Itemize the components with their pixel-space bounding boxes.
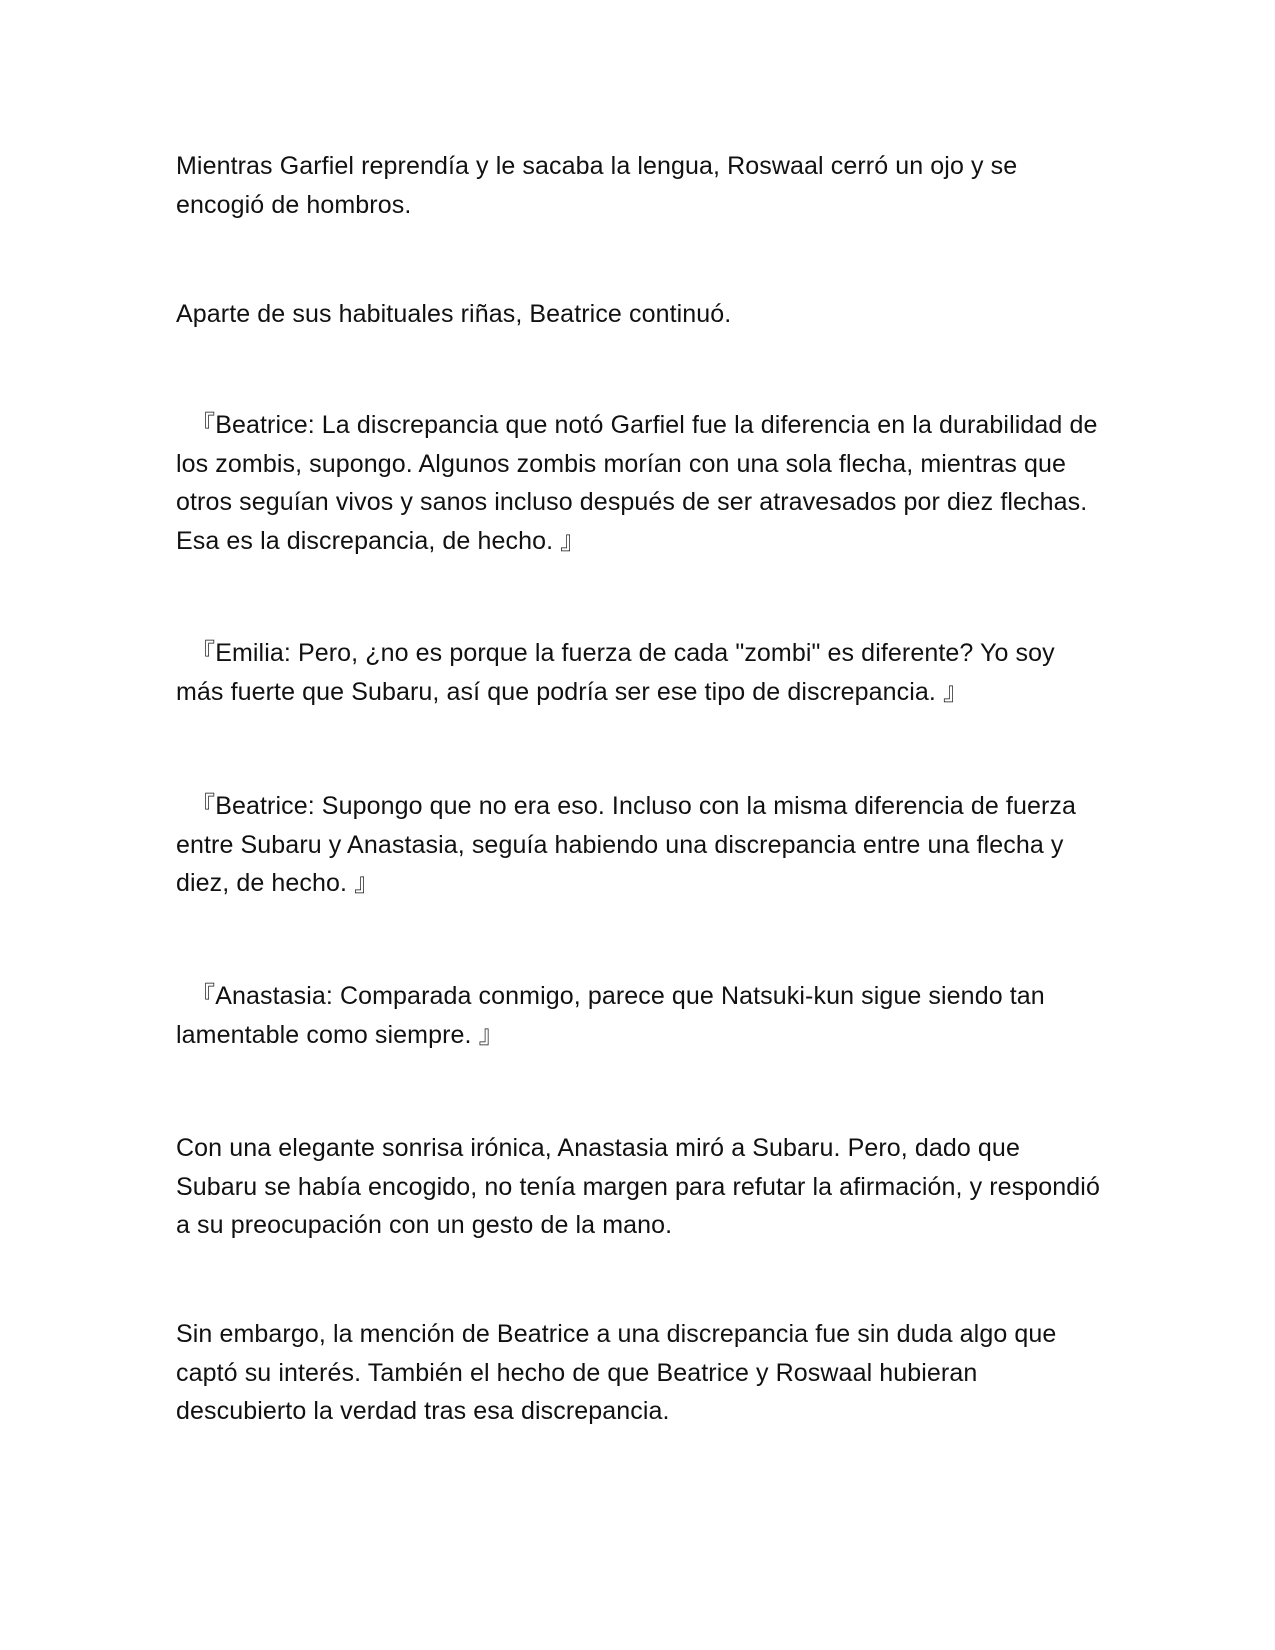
dialogue-paragraph-anastasia: 『Anastasia: Comparada conmigo, parece que Natsuki-kun sigue siendo tan lamentable como siempre. 』: [176, 982, 1045, 1049]
dialogue-paragraph-beatrice: 『Beatrice: La discrepancia que notó Garfiel fue la diferencia en la durabilidad de los zombis, supongo. Algunos zombis morían con una sola flecha, mientras que otros seguían vivos y sanos incluso después de ser atravesados por diez flechas. Esa es la discrepancia, de hecho. 』: [176, 411, 1098, 555]
dialogue-paragraph-beatrice: 『Beatrice: Supongo que no era eso. Incluso con la misma diferencia de fuerza entre Subaru y Anastasia, seguía habiendo una discrepancia entre una flecha y diez, de hecho. 』: [176, 792, 1076, 897]
narration-paragraph: Aparte de sus habituales riñas, Beatrice continuó.: [176, 300, 732, 328]
dialogue-paragraph-emilia: 『Emilia: Pero, ¿no es porque la fuerza de cada "zombi" es diferente? Yo soy más fuerte que Subaru, así que podría ser ese tipo de discrepancia. 』: [176, 639, 1055, 706]
narration-paragraph: Mientras Garfiel reprendía y le sacaba la lengua, Roswaal cerró un ojo y se encogió de hombros.: [176, 152, 1018, 219]
narration-paragraph: Con una elegante sonrisa irónica, Anastasia miró a Subaru. Pero, dado que Subaru se había encogido, no tenía margen para refutar la afirmación, y respondió a su preocupación con un gesto de la mano.: [176, 1134, 1100, 1239]
narration-paragraph: Sin embargo, la mención de Beatrice a una discrepancia fue sin duda algo que captó su interés. También el hecho de que Beatrice y Roswaal hubieran descubierto la verdad tras esa discrepancia.: [176, 1320, 1057, 1425]
